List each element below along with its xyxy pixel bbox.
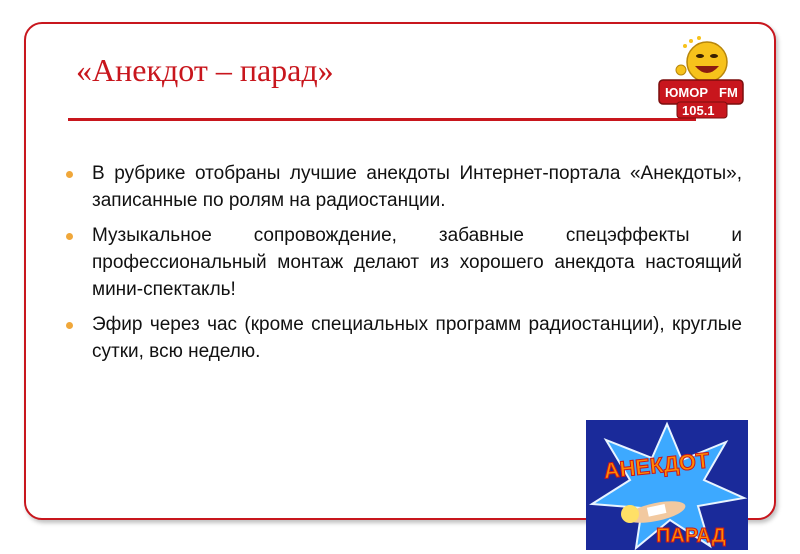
bullet-item <box>66 160 742 214</box>
slide-title: «Анекдот – парад» <box>76 52 334 88</box>
svg-text:АНЕКДОТ: АНЕКДОТ <box>602 447 711 484</box>
bullet-dot-icon <box>66 233 73 240</box>
svg-text:105.1: 105.1 <box>682 103 715 118</box>
svg-text:FM: FM <box>719 85 738 100</box>
svg-text:ЮМОР: ЮМОР <box>665 85 709 100</box>
show-logo-image <box>586 420 748 550</box>
smiley-face-icon <box>676 36 727 82</box>
title-underline <box>68 118 696 121</box>
bullet-dot-icon <box>66 322 73 329</box>
bullet-list <box>66 160 742 373</box>
svg-text:ПАРАД: ПАРАД <box>656 525 726 547</box>
bullet-text: Музыкальное сопровождение, забавные спецэффекты и профессиональный монтаж делают из хорошего анекдота настоящий мини-спектакль! <box>92 225 742 300</box>
radio-station-logo <box>655 36 747 120</box>
bullet-text: В рубрике отобраны лучшие анекдоты Интернет-портала «Анекдоты», записанные по ролям на радиостанции. <box>92 163 742 211</box>
bullet-text: Эфир через час (кроме специальных программ радиостанции), круглые сутки, всю неделю. <box>92 314 742 362</box>
bullet-item <box>66 222 742 303</box>
bullet-item <box>66 311 742 365</box>
bullet-dot-icon <box>66 171 73 178</box>
